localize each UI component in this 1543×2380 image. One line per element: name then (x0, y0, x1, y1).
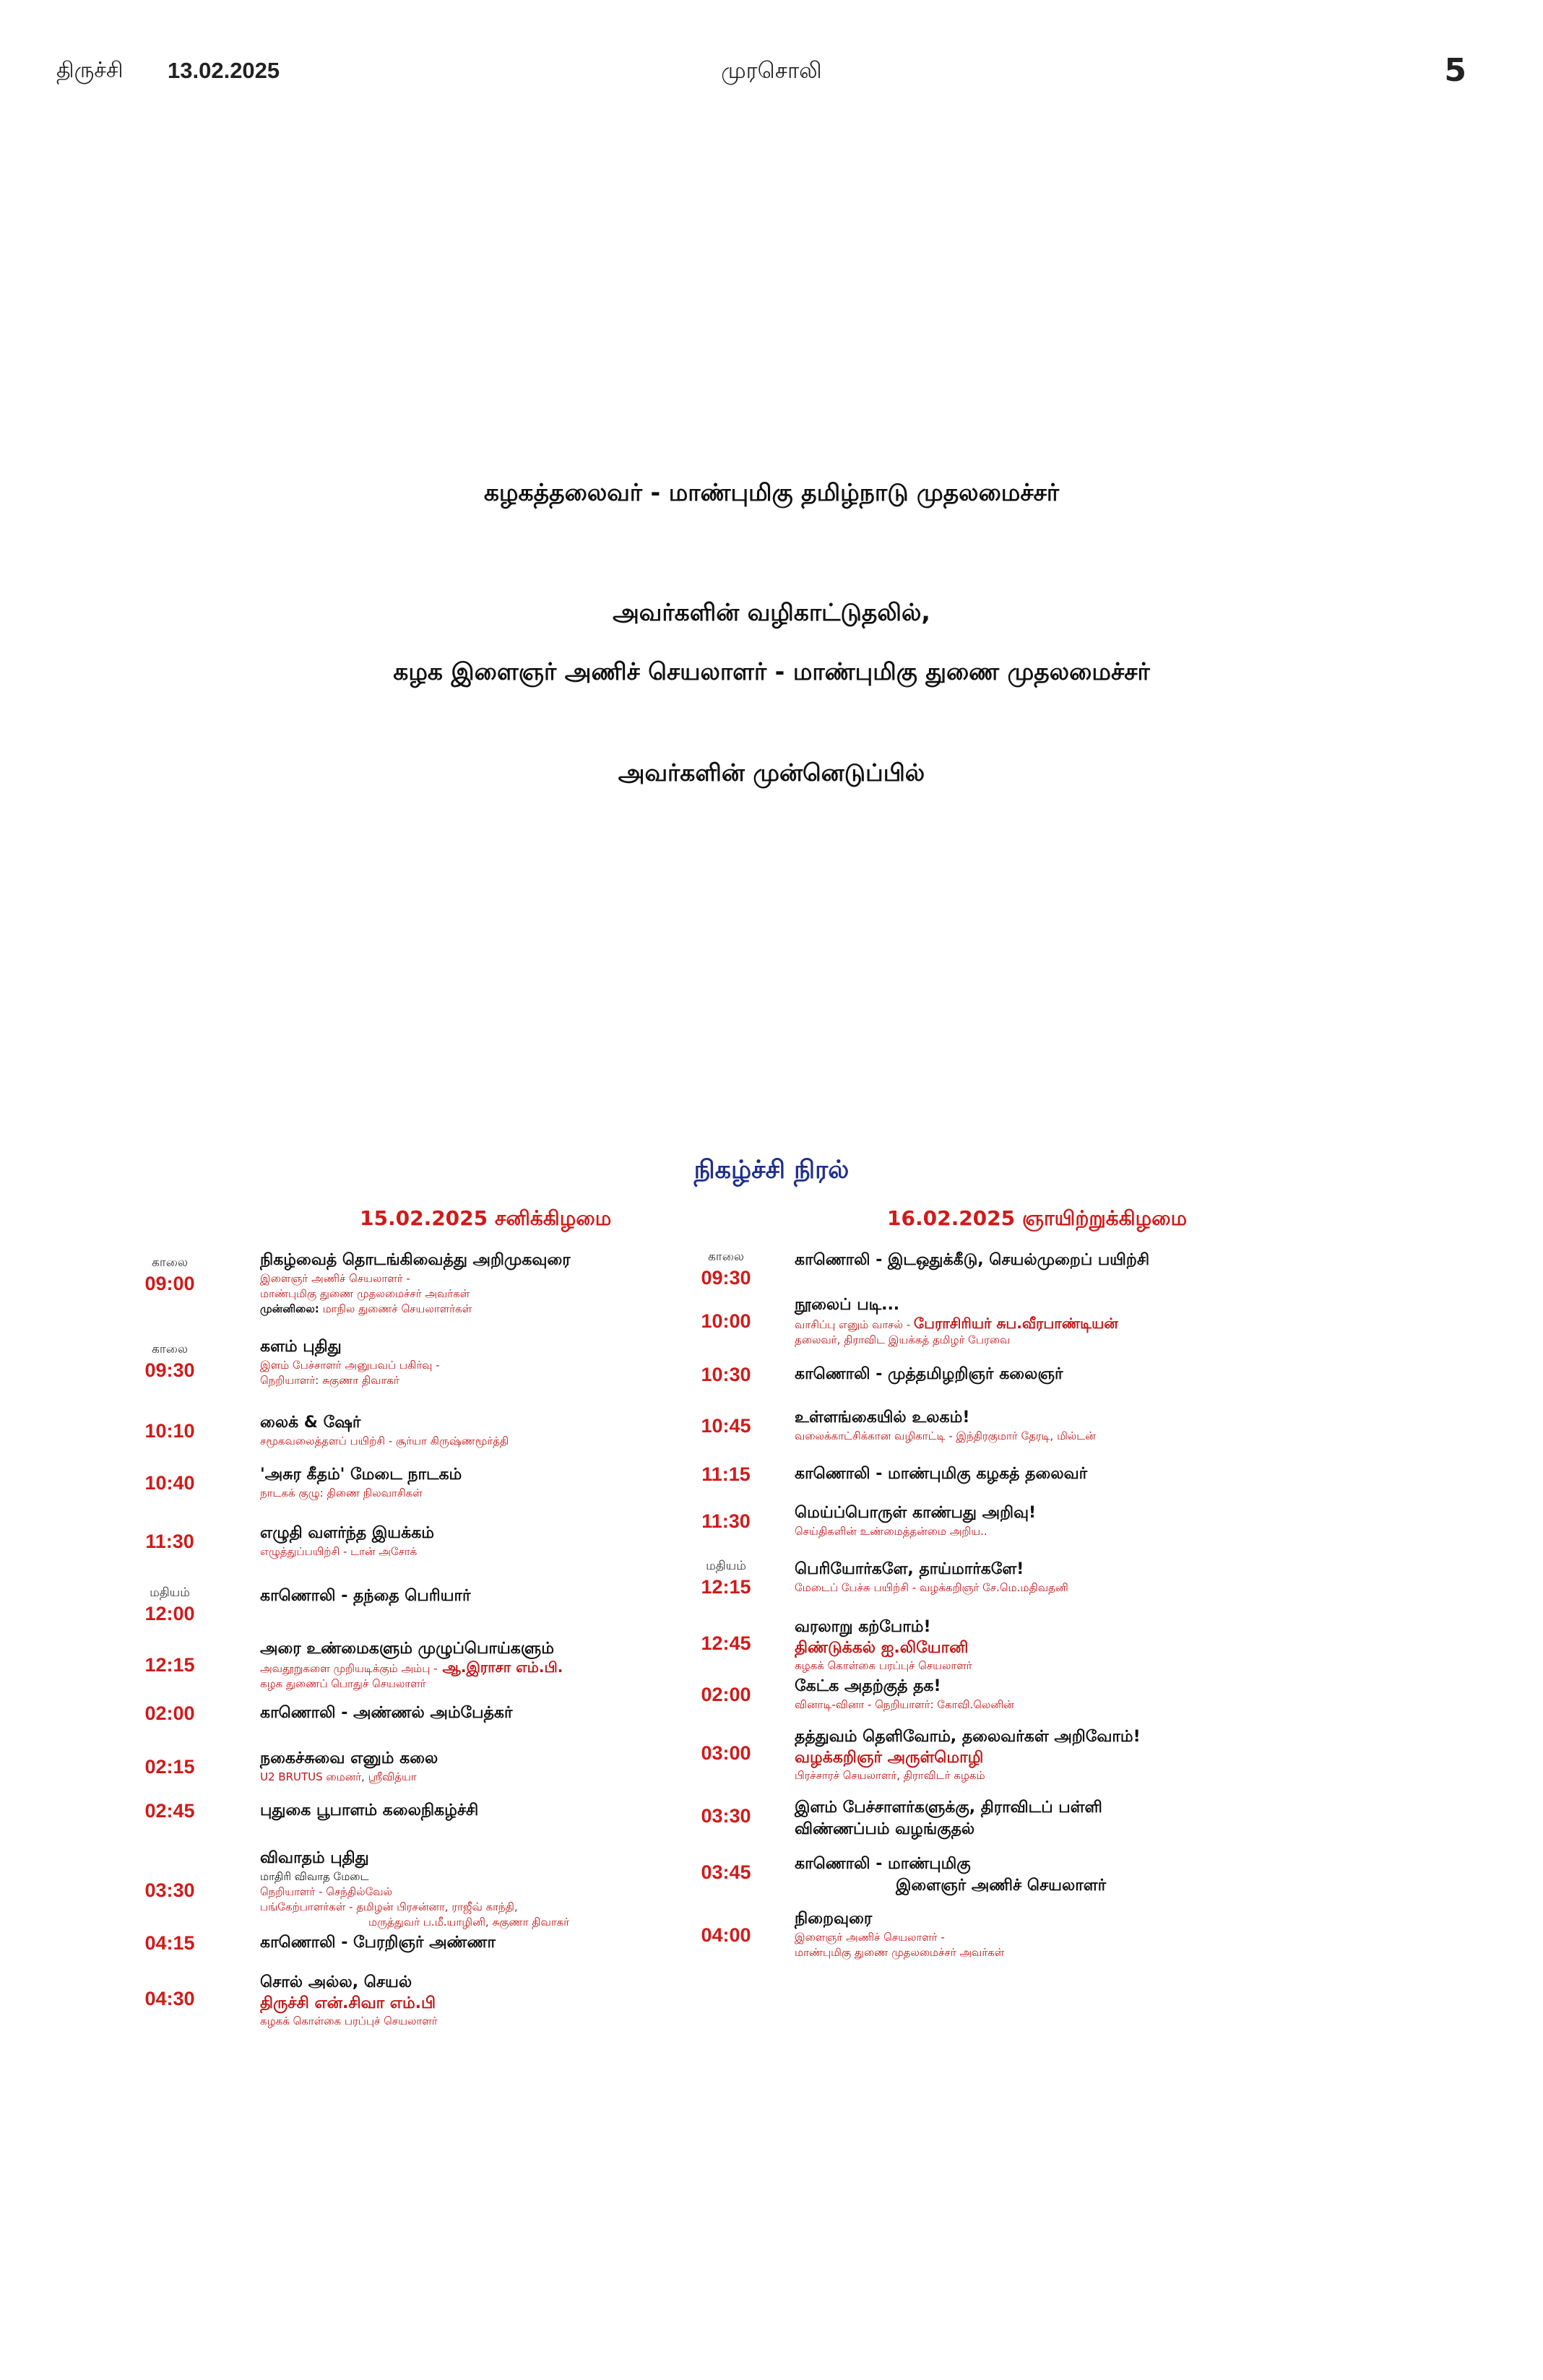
event-detail-3: மருத்துவர் ப.மீ.யாழினி, சுகுணா திவாகர் (368, 1916, 570, 1929)
event-title: புதுகை பூபாளம் கலைநிகழ்ச்சி (260, 1801, 479, 1819)
day2-event (701, 1407, 1344, 1444)
time-period-label: காலை (152, 1255, 188, 1269)
event-detail-text: கழகக் கொள்கை பரப்புச் செயலாளர் (795, 1659, 972, 1672)
time-value: 03:30 (701, 1805, 751, 1827)
event-time (686, 1510, 766, 1533)
day2-event (701, 1502, 1344, 1539)
day1-event (144, 1972, 766, 2029)
day1-heading: 15.02.2025 சனிக்கிழமை (360, 1206, 612, 1230)
event-time (130, 1654, 209, 1676)
event-speaker: திண்டுக்கல் ஐ.லியோனி (795, 1639, 969, 1657)
intro-line-3: கழக இளைஞர் அணிச் செயலாளர் - மாண்புமிகு துணை முதலமைச்சர் (393, 657, 1150, 685)
time-value: 10:45 (701, 1415, 751, 1437)
event-title: எழுதி வளர்ந்த இயக்கம் (260, 1524, 434, 1542)
event-detail (795, 1697, 1344, 1713)
event-title: அரை உண்மைகளும் முழுப்பொய்களும் (260, 1640, 554, 1658)
event-detail-2: தலைவர், திராவிட இயக்கத் தமிழர் பேரவை (795, 1333, 1011, 1346)
program-title: நிகழ்ச்சி நிரல் (693, 1156, 850, 1185)
event-title: விவாதம் புதிது (260, 1849, 369, 1867)
event-detail-text: மாநில துணைச் செயலாளர்கள் (319, 1302, 472, 1315)
day2-event (701, 1364, 1344, 1385)
event-body (795, 1617, 1344, 1674)
time-value: 03:30 (144, 1879, 195, 1901)
event-detail (795, 1768, 1344, 1783)
event-detail (795, 1316, 1344, 1333)
event-detail-2: மாண்புமிகு துணை முதலமைச்சர் அவர்கள் (260, 1287, 470, 1300)
header-page-number: 5 (1444, 52, 1466, 89)
time-value: 09:30 (701, 1267, 751, 1289)
event-detail-2: கழக துணைப் பொதுச் செயலாளர் (260, 1677, 426, 1690)
event-detail-text: இளம் பேச்சாளர் அனுபவப் பகிர்வு - (260, 1359, 440, 1372)
time-value: 11:30 (701, 1510, 751, 1532)
event-body (795, 1364, 1344, 1385)
event-title: இளம் பேச்சாளர்களுக்கு, திராவிடப் பள்ளி (795, 1799, 1102, 1817)
event-speaker: திருச்சி என்.சிவா எம்.பி (260, 1994, 436, 2012)
event-title: சொல் அல்ல, செயல் (260, 1973, 412, 1991)
event-detail-text: U2 BRUTUS மைனர், ஸ்ரீவித்யா (260, 1770, 417, 1783)
event-body (795, 1250, 1344, 1271)
event-time (130, 1342, 209, 1382)
time-value: 04:15 (144, 1932, 195, 1954)
event-time (130, 1932, 209, 1955)
event-time (130, 1472, 209, 1494)
header-city: திருச்சி (56, 58, 124, 83)
time-value: 10:40 (144, 1472, 195, 1494)
event-detail-text: இளைஞர் அணிச் செயலாளர் - (260, 1272, 410, 1285)
day2-event (701, 1676, 1344, 1713)
event-body (795, 1908, 1344, 1960)
event-body (795, 1407, 1344, 1444)
event-detail-text: வலைக்காட்சிக்கான வழிகாட்டி - இந்திரகுமார் தேரடி, மில்டன் (795, 1429, 1096, 1442)
event-time (686, 1632, 766, 1655)
event-detail (795, 1524, 1344, 1539)
event-time (686, 1684, 766, 1706)
day2-event (701, 1250, 1344, 1289)
time-value: 12:15 (144, 1654, 195, 1676)
event-time (130, 1585, 209, 1625)
event-detail-text: அவதூறுகளை முறியடிக்கும் அம்பு - (260, 1662, 438, 1675)
time-value: 02:00 (144, 1702, 195, 1724)
event-title-cont: இளைஞர் அணிச் செயலாளர் (896, 1877, 1107, 1895)
time-value: 04:00 (701, 1924, 751, 1946)
event-title: காணொலி - பேரறிஞர் அண்ணா (260, 1934, 496, 1952)
time-value: 03:45 (701, 1861, 751, 1883)
event-detail-text: நாடகக் குழு: திணை நிலவாசிகள் (260, 1487, 423, 1500)
event-body (795, 1463, 1344, 1485)
event-speaker-inline: ஆ.இராசா எம்.பி. (437, 1658, 563, 1676)
event-detail-2: நெறியாளர்: சுகுணா திவாகர் (260, 1374, 399, 1387)
time-period-label: மதியம் (706, 1559, 746, 1572)
event-detail (795, 1930, 1344, 1945)
event-title: தத்துவம் தெளிவோம், தலைவர்கள் அறிவோம்! (795, 1728, 1141, 1746)
event-detail-2: மாண்புமிகு துணை முதலமைச்சர் அவர்கள் (795, 1946, 1005, 1959)
time-value: 04:30 (144, 1988, 195, 2009)
event-subtitle: மாதிரி விவாத மேடை (260, 1870, 369, 1883)
event-body (795, 1502, 1344, 1539)
event-time (130, 1879, 209, 1902)
event-time (686, 1415, 766, 1437)
event-time (686, 1250, 766, 1289)
day2-event (701, 1617, 1344, 1674)
event-detail (260, 1884, 766, 1900)
day1-event (144, 1848, 766, 1930)
event-time (130, 1255, 209, 1295)
event-title: நிறைவுரை (795, 1910, 873, 1928)
event-detail-text: எழுத்துப்பயிற்சி - டான் அசோக் (260, 1545, 418, 1558)
event-detail-text: கழகக் கொள்கை பரப்புச் செயலாளர் (260, 2015, 438, 2028)
event-detail-label: முன்னிலை: (260, 1302, 319, 1315)
event-time (130, 1702, 209, 1725)
time-value: 09:00 (144, 1273, 195, 1294)
event-title: மெய்ப்பொருள் காண்பது அறிவு! (795, 1504, 1037, 1522)
day2-event (701, 1797, 1344, 1840)
day2-schedule (701, 1250, 1344, 2044)
day2-heading: 16.02.2025 ஞாயிற்றுக்கிழமை (887, 1206, 1188, 1230)
header-paper-name: முரசொலி (721, 58, 822, 84)
time-value: 10:00 (701, 1310, 751, 1332)
day2-event (701, 1559, 1344, 1598)
event-title: நிகழ்வைத் தொடங்கிவைத்து அறிமுகவுரை (260, 1251, 571, 1269)
event-title-cont: விண்ணப்பம் வழங்குதல் (795, 1820, 975, 1838)
event-title: காணொலி - இடஒதுக்கீடு, செயல்முறைப் பயிற்சி (795, 1251, 1150, 1269)
event-time (686, 1463, 766, 1486)
time-value: 03:00 (701, 1742, 751, 1764)
event-detail-text: பிரச்சாரச் செயலாளர், திராவிடர் கழகம் (795, 1769, 985, 1782)
event-title: கேட்க அதற்குத் தக! (795, 1677, 941, 1695)
time-value: 11:30 (145, 1531, 194, 1552)
time-value: 12:45 (701, 1632, 751, 1654)
event-speaker-inline: பேராசிரியர் சுப.வீரபாண்டியன் (913, 1315, 1118, 1332)
event-time (686, 1805, 766, 1827)
event-time (130, 1420, 209, 1442)
event-title: பெரியோர்களே, தாய்மார்களே! (795, 1560, 1024, 1578)
header-date: 13.02.2025 (168, 58, 280, 83)
event-detail (260, 1770, 766, 1785)
time-value: 10:30 (701, 1364, 751, 1385)
event-title: களம் புதிது (260, 1338, 342, 1356)
time-period-label: காலை (708, 1250, 744, 1263)
event-time (686, 1310, 766, 1333)
event-body (260, 1848, 766, 1930)
time-value: 09:30 (144, 1359, 195, 1381)
event-detail (260, 1660, 766, 1676)
day2-event (701, 1463, 1344, 1485)
event-time (686, 1742, 766, 1765)
day2-event (701, 1726, 1344, 1783)
time-value: 02:45 (144, 1800, 195, 1822)
intro-line-2: அவர்களின் வழிகாட்டுதலில், (613, 598, 930, 626)
event-detail (795, 1658, 1344, 1674)
time-period-label: மதியம் (150, 1585, 190, 1599)
day2-event (701, 1853, 1344, 1897)
event-speaker: வழக்கறிஞர் அருள்மொழி (795, 1749, 984, 1767)
event-title: உள்ளங்கையில் உலகம்! (795, 1408, 970, 1427)
time-value: 12:00 (144, 1603, 195, 1624)
event-title: காணொலி - மாண்புமிகு (795, 1855, 971, 1873)
event-time (686, 1924, 766, 1947)
event-title: காணொலி - தந்தை பெரியார் (260, 1587, 471, 1605)
time-period-label: காலை (152, 1342, 188, 1356)
time-value: 12:15 (701, 1576, 751, 1598)
event-title: வரலாறு கற்போம்! (795, 1618, 931, 1636)
event-detail-text: வாசிப்பு எனும் வாசல் - (795, 1318, 914, 1331)
event-time (130, 1531, 209, 1553)
event-detail (260, 2014, 766, 2029)
event-body (795, 1559, 1344, 1596)
event-detail-text: சமூகவலைத்தளப் பயிற்சி - சூர்யா கிருஷ்ணமூர்த்தி (260, 1435, 509, 1448)
event-detail-text: நெறியாளர் - செந்தில்வேல் (260, 1885, 393, 1898)
event-title: லைக் & ஷேர் (260, 1414, 361, 1432)
event-title: நூலைப் படி... (795, 1296, 900, 1314)
event-title: காணொலி - அண்ணல் அம்பேத்கர் (260, 1704, 513, 1722)
event-body (795, 1294, 1344, 1348)
event-detail-text: செய்திகளின் உண்மைத்தன்மை அறிய.. (795, 1525, 987, 1538)
event-time (686, 1559, 766, 1598)
time-value: 02:00 (701, 1684, 751, 1705)
intro-line-1: கழகத்தலைவர் - மாண்புமிகு தமிழ்நாடு முதலமைச்சர் (483, 478, 1060, 506)
event-detail-text: வினாடி-வினா - நெறியாளர்: கோவி.லெனின் (795, 1698, 1014, 1711)
event-body (795, 1797, 1344, 1840)
event-body (795, 1853, 1344, 1897)
event-time (686, 1861, 766, 1884)
event-title: காணொலி - முத்தமிழறிஞர் கலைஞர் (795, 1365, 1063, 1383)
event-detail-text: இளைஞர் அணிச் செயலாளர் - (795, 1931, 945, 1944)
event-detail (795, 1580, 1344, 1596)
event-title: நகைச்சுவை எனும் கலை (260, 1749, 438, 1767)
event-title: 'அசுர கீதம்' மேடை நாடகம் (260, 1466, 462, 1484)
event-body (795, 1726, 1344, 1783)
event-time (130, 1756, 209, 1778)
event-body (260, 1972, 766, 2029)
event-detail (260, 1486, 766, 1501)
event-time (686, 1364, 766, 1386)
time-value: 10:10 (144, 1420, 195, 1442)
intro-line-4: அவர்களின் முன்னெடுப்பில் (618, 758, 925, 787)
day2-event (701, 1908, 1344, 1960)
event-detail-2: பங்கேற்பாளர்கள் - தமிழன் பிரசன்னா, ராஜீவ் காந்தி, (260, 1900, 518, 1913)
time-value: 11:15 (701, 1463, 751, 1485)
event-detail (260, 1544, 766, 1559)
event-detail (795, 1429, 1344, 1444)
event-time (130, 1988, 209, 2010)
day2-event (701, 1294, 1344, 1348)
event-body (795, 1676, 1344, 1713)
time-value: 02:15 (144, 1756, 195, 1778)
event-time (130, 1800, 209, 1822)
event-detail-text: மேடைப் பேச்சு பயிற்சி - வழக்கறிஞர் சே.மெ.மதிவதனி (795, 1581, 1068, 1594)
event-title: காணொலி - மாண்புமிகு கழகத் தலைவர் (795, 1465, 1088, 1483)
